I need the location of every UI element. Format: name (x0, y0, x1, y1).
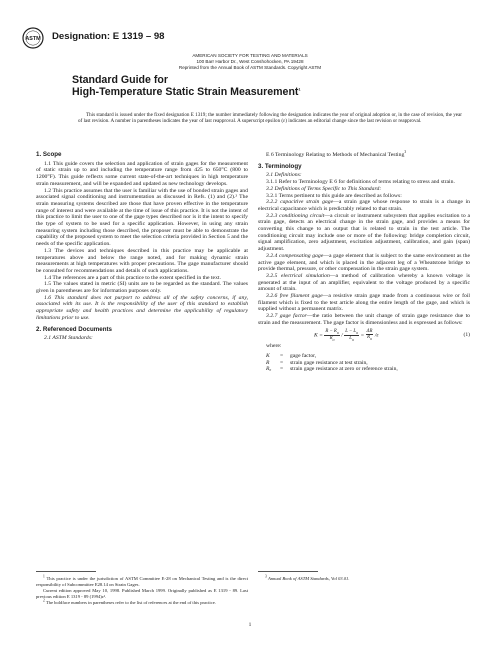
where-label: where: (266, 343, 282, 350)
issued-note (78, 112, 462, 125)
footnote-1: $^1$ This practice is under the jurisdiction of ASTM Committee E-28 on Mechanical Testing and is the direct responsibility of Subcommittee E28.14 on Strain Gages. (36, 574, 248, 587)
para-3-1-1: 3.1.1 Refer to Terminology E 6 for definitions of terms relating to stress and strain. (266, 179, 455, 186)
footnote-3: $^3$ Annual Book of ASTM Standards, Vol 03.01. (265, 574, 350, 581)
para-1-5: 1.5 The values stated in metric (SI) units are to be regarded as the standard. The values given in parentheses are for information purposes only. (36, 281, 248, 295)
astm-logo-icon (22, 27, 44, 49)
footnote-divider (36, 571, 96, 572)
publisher-line: 100 Barr Harbor Dr., West Conshohocken, PA 19428 (196, 58, 304, 64)
para-3-2: 3.2 Definitions of Terms Specific to This Standard: (266, 185, 382, 192)
publisher-line: AMERICAN SOCIETY FOR TESTING AND MATERIALS (192, 53, 308, 58)
para-3-2-5: 3.2.5 electrical simulation—a method of calibration whereby a known voltage is generated at the input of an amplifier, equivalent to the voltage produced by a specific amount of strain. (258, 272, 471, 293)
title-footnote-ref: 1 (298, 87, 301, 92)
footnote-2: $^2$ The boldface numbers in parentheses refer to the list of references at the end of this practice. (43, 598, 216, 606)
page-number: 1 (248, 622, 252, 628)
issued-note-text: This standard is issued under the fixed designation E 1319; the number immediately following the designation indicates the year of original adoption or, in the case of revision, the year of last revision. A number in parentheses indicates the year of last reapproval. A superscript epsilon (ε) indicates an editorial change since the last revision or reapproval. (78, 112, 462, 125)
right-column (258, 152, 470, 373)
para-3-2-2: 3.2.2 capacitive strain gage—a strain gage whose response to strain is a change in electrical capacitance which is predictably related to that strain. (258, 199, 470, 212)
para-1-6: 1.6 This standard does not purport to address all of the safety concerns, if any, associated with its use. It is the responsibility of the user of this standard to establish appropriate safety and health practices and determine the applicability of regulatory limitations prior to use. (36, 294, 248, 321)
para-3-2-4: 3.2.4 compensating gage—a gage element that is subject to the same environment as the active gage element, and which is placed in the adjacent leg of a Wheatstone bridge to provide thermal, pressure, or other compensation in the strain gage system. (258, 252, 471, 273)
footnotes-right (258, 576, 470, 583)
definition-row: R = strain gage resistance at test strain, (266, 359, 368, 366)
para-3-2-3: 3.2.3 conditioning circuit—a circuit or instrument subsystem that applies excitation to a strain gage, detects an electrical change in the strain gage, and provides a means for converting this change to an output that is related to strain in the test article. The conditioning circuit may include one or more of the following: bridge completion circuit, signal amplification, zero adjustment, excitation adjustment, calibration, and gain (span) adjustment. (258, 212, 471, 253)
para-1-1: 1.1 This guide covers the selection and application of strain gages for the measurement of static strain up to and including the temperature range from 425 to 650°C (800 to 1200°F). This guide reflects some current state-of-the-art techniques in high temperature strain measurement, and will be expanded and updated as new technology develops. (36, 160, 248, 187)
title-line-1: Standard Guide for (72, 74, 168, 86)
footnotes-left (36, 576, 248, 607)
para-3-1: 3.1 Definitions: (266, 172, 302, 179)
para-3-2-7: 3.2.7 gage factor—the ratio between the unit change of strain gage resistance due to strain and the measurement. The gage factor is dimensionless and is expressed as follows: (258, 313, 470, 326)
definition-row: R₀ = strain gage resistance at zero or reference strain, (266, 366, 398, 373)
section-1-heading: 1. Scope (36, 151, 62, 158)
para-3-2-6: 3.2.6 free filament gage—a resistive strain gage made from a continuous wire or foil filament which is fixed to the test article along the entire length of the gage, and which is supplied without a permanent matrix. (258, 293, 471, 313)
gage-factor-formula: K = $\frac{R - R_o}{R_o}$ / $\frac{L - L_o}{L_o}$ = $\frac{\Delta R}{R_o}$ /ε (1) (314, 328, 470, 342)
para-1-4: 1.4 The references are a part of this practice to the extent specified in the text. (44, 274, 221, 281)
publisher-block (0, 53, 500, 70)
footnote-1-current: Current edition approved May 10, 1998. Published March 1999. Originally published as E 1319 - 89. Last previous edition E 1319 - 89 (1994)ε¹. (36, 588, 248, 599)
astm-logo-text: ASTM (25, 36, 41, 42)
definition-list (258, 353, 470, 373)
e6-reference: E 6 Terminology Relating to Methods of Mechanical Testing$^3$ (266, 150, 407, 158)
left-column (36, 152, 248, 342)
designation: Designation: E 1319 – 98 (52, 31, 165, 42)
footnote-divider (258, 571, 318, 572)
title-line-2: High-Temperature Static Strain Measurement (72, 86, 299, 98)
document-title (72, 74, 472, 98)
section-3-heading: 3. Terminology (258, 162, 302, 170)
para-1-2: 1.2 This practice assumes that the user is familiar with the use of bonded strain gages and associated signal conditioning and instrumentation as discussed in Refs. (1) and (2).² The strain measuring systems described are those that have proven effective in the temperature range of interest and were available at the time of issue of this practice. It is not the intent of this practice to limit the user to one of the gage types described nor is it the intent to specify the type of system to be used for a specific application. However, in using any strain measuring system including those described, the proposer must be able to demonstrate the capability of the proposed system to meet the selection criteria provided in Section 5 and the needs of the specific application. (36, 187, 248, 248)
section-2-heading: 2. Referenced Documents (36, 325, 112, 333)
publisher-line: Reprinted from the Annual Book of ASTM Standards. Copyright ASTM (178, 64, 322, 70)
para-2-1: 2.1 ASTM Standards: (44, 335, 93, 342)
para-1-3: 1.3 The devices and techniques described in this practice may be applicable at temperatures above and below the range noted, and for making dynamic strain measurements at high temperatures with proper precautions. The gage manufacturer should be consulted for recommendations and details of such applications. (36, 247, 248, 274)
equation-number: (1) (463, 331, 470, 338)
para-3-2-1: 3.2.1 Terms pertinent to this guide are described as follows: (266, 192, 402, 199)
definition-row: K = gage factor, (266, 353, 317, 360)
